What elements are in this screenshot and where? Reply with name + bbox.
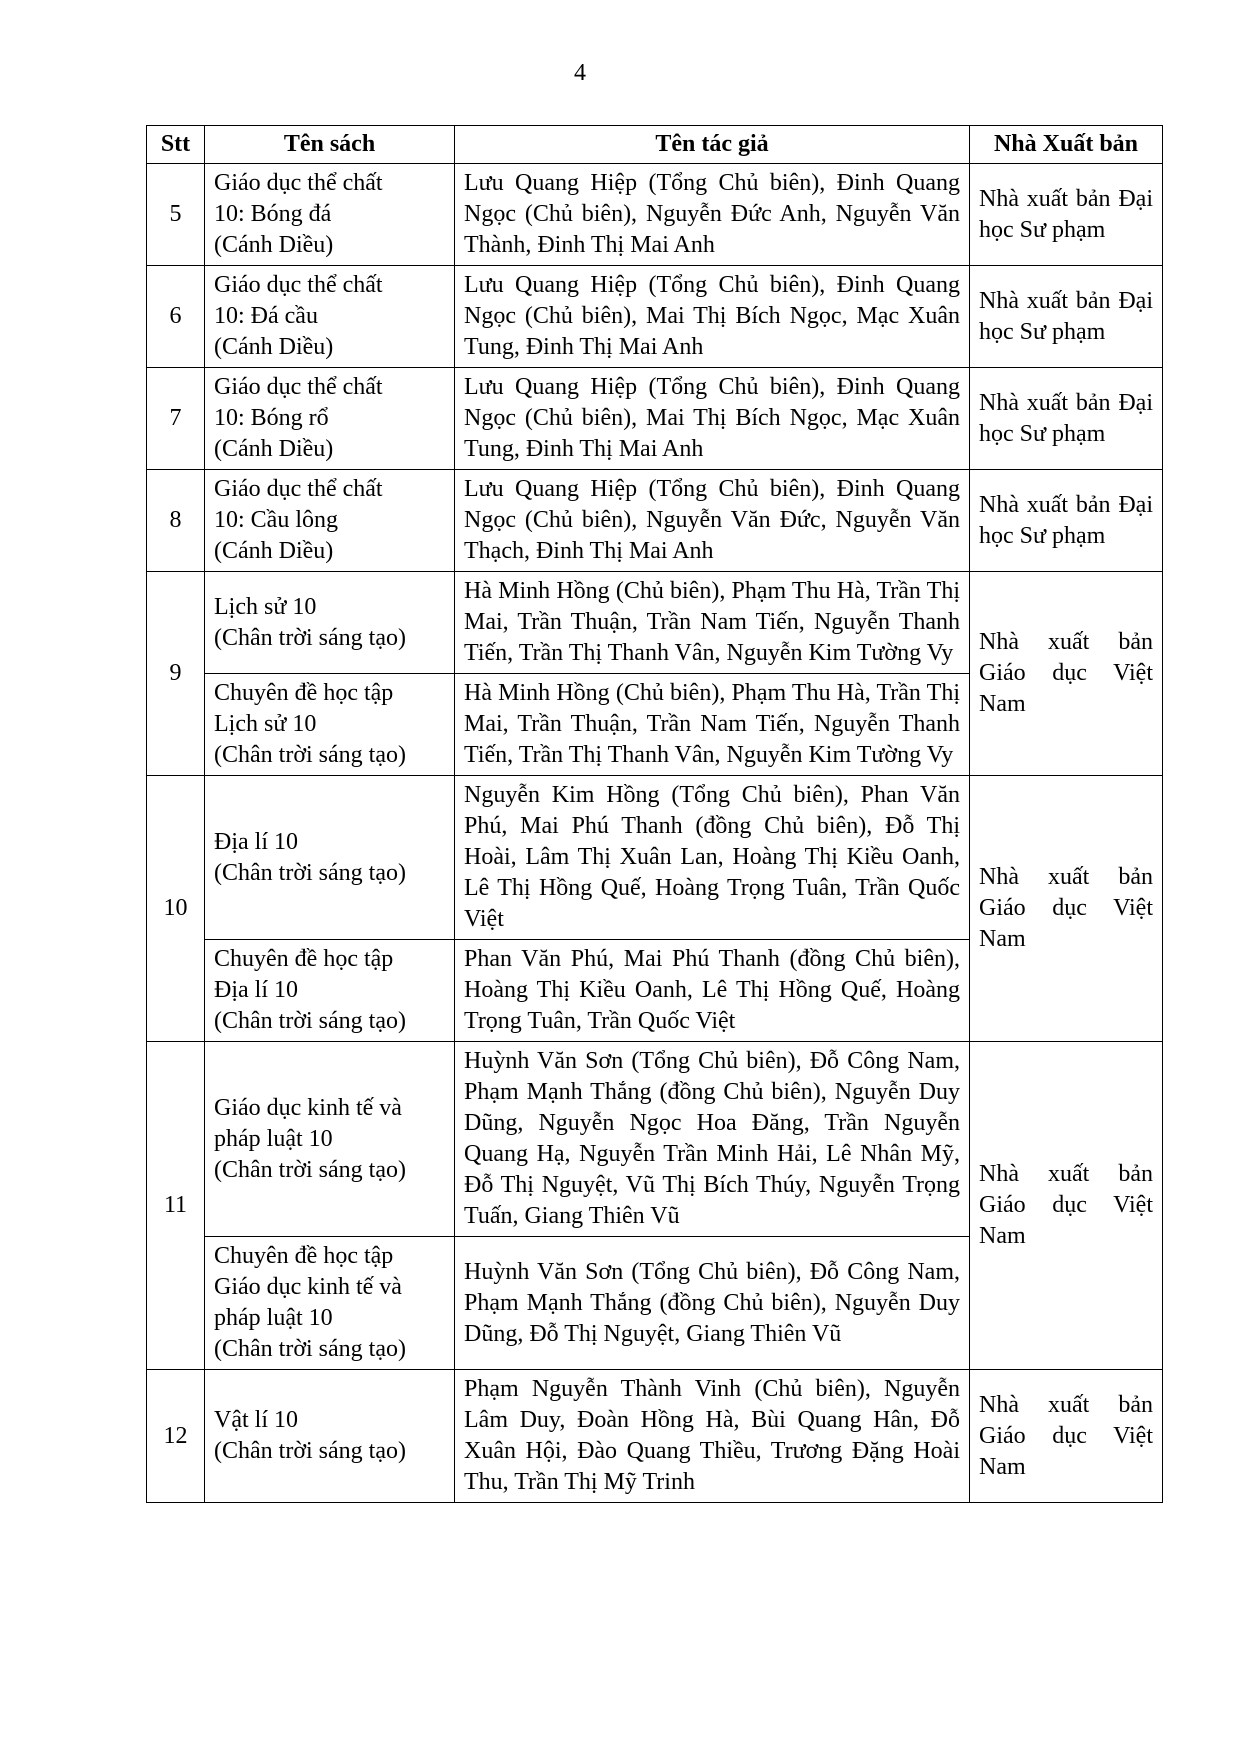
book-name-line: (Chân trời sáng tạo) [214, 1336, 406, 1362]
book-name [205, 1042, 455, 1237]
publisher: Nhà xuất bản Đại học Sư phạm [970, 164, 1163, 266]
row-number: 6 [147, 266, 205, 368]
row-number: 11 [147, 1042, 205, 1370]
row-number: 7 [147, 368, 205, 470]
row-number: 12 [147, 1370, 205, 1503]
book-name [205, 674, 455, 776]
table-row [147, 1370, 1163, 1503]
book-name-line: Giáo dục thể chất [214, 476, 383, 502]
book-name-line: Lịch sử 10 [214, 593, 317, 620]
book-name-line: Vật lí 10 [214, 1407, 298, 1433]
book-name [205, 368, 455, 470]
row-number: 8 [147, 470, 205, 572]
book-name-line: (Cánh Diều) [214, 334, 334, 360]
book-name-line: (Chân trời sáng tạo) [214, 742, 406, 768]
book-name [205, 1237, 455, 1370]
author-names: Lưu Quang Hiệp (Tổng Chủ biên), Đinh Quang Ngọc (Chủ biên), Nguyễn Đức Anh, Nguyễn Văn Thành, Đinh Thị Mai Anh [455, 164, 970, 266]
table-row [147, 266, 1163, 368]
book-name-line: pháp luật 10 [214, 1305, 333, 1331]
publisher: Nhà xuất bản Giáo dục Việt Nam [970, 1370, 1163, 1503]
table-body [147, 164, 1163, 1503]
author-names: Hà Minh Hồng (Chủ biên), Phạm Thu Hà, Trần Thị Mai, Trần Thuận, Trần Nam Tiến, Nguyễn Thanh Tiến, Trần Thị Thanh Vân, Nguyễn Kim Tường Vy [455, 674, 970, 776]
table-row [147, 776, 1163, 940]
author-names: Lưu Quang Hiệp (Tổng Chủ biên), Đinh Quang Ngọc (Chủ biên), Mai Thị Bích Ngọc, Mạc Xuân Tung, Đinh Thị Mai Anh [455, 368, 970, 470]
book-name-line: Chuyên đề học tập [214, 1243, 394, 1269]
page-number: 4 [574, 60, 586, 86]
header-stt: Stt [147, 126, 205, 164]
book-name-line: (Cánh Diều) [214, 232, 334, 258]
book-name-line: Chuyên đề học tập [214, 946, 394, 972]
author-names: Nguyễn Kim Hồng (Tổng Chủ biên), Phan Văn Phú, Mai Phú Thanh (đồng Chủ biên), Đỗ Thị Hoài, Lâm Thị Xuân Lan, Hoàng Thị Kiều Oanh, Lê Thị Hồng Quế, Hoàng Trọng Tuân, Trần Quốc Việt [455, 776, 970, 940]
publisher: Nhà xuất bản Giáo dục Việt Nam [970, 572, 1163, 776]
header-publisher: Nhà Xuất bản [970, 126, 1163, 164]
book-name [205, 776, 455, 940]
publisher: Nhà xuất bản Đại học Sư phạm [970, 368, 1163, 470]
header-author: Tên tác giả [455, 126, 970, 164]
author-names: Phạm Nguyễn Thành Vinh (Chủ biên), Nguyễn Lâm Duy, Đoàn Hồng Hà, Bùi Quang Hân, Đỗ Xuân Hội, Đào Quang Thiều, Trương Đặng Hoài Thu, Trần Thị Mỹ Trinh [455, 1370, 970, 1503]
book-name-line: Địa lí 10 [214, 828, 298, 855]
author-names: Huỳnh Văn Sơn (Tổng Chủ biên), Đỗ Công Nam, Phạm Mạnh Thắng (đồng Chủ biên), Nguyễn Duy Dũng, Đỗ Thị Nguyệt, Giang Thiên Vũ [455, 1237, 970, 1370]
row-number: 5 [147, 164, 205, 266]
book-name-line: (Cánh Diều) [214, 538, 334, 564]
publisher: Nhà xuất bản Giáo dục Việt Nam [970, 776, 1163, 1042]
author-names: Huỳnh Văn Sơn (Tổng Chủ biên), Đỗ Công Nam, Phạm Mạnh Thắng (đồng Chủ biên), Nguyễn Duy Dũng, Nguyễn Ngọc Hoa Đăng, Trần Nguyễn Quang Hạ, Nguyễn Trần Minh Hải, Lê Nhân Mỹ, Đỗ Thị Nguyệt, Vũ Thị Bích Thúy, Nguyễn Trọng Tuấn, Giang Thiên Vũ [455, 1042, 970, 1237]
book-name-line: (Chân trời sáng tạo) [214, 1008, 406, 1034]
book-name-line: Giáo dục kinh tế và [214, 1274, 402, 1300]
book-name-line: (Chân trời sáng tạo) [214, 624, 406, 651]
author-names: Phan Văn Phú, Mai Phú Thanh (đồng Chủ biên), Hoàng Thị Kiều Oanh, Lê Thị Hồng Quế, Hoàng Trọng Tuân, Trần Quốc Việt [455, 940, 970, 1042]
author-names: Hà Minh Hồng (Chủ biên), Phạm Thu Hà, Trần Thị Mai, Trần Thuận, Trần Nam Tiến, Nguyễn Thanh Tiến, Trần Thị Thanh Vân, Nguyễn Kim Tường Vy [455, 572, 970, 674]
book-name [205, 470, 455, 572]
table-row [147, 164, 1163, 266]
row-number: 9 [147, 572, 205, 776]
book-name-line: (Chân trời sáng tạo) [214, 1156, 406, 1183]
book-name-line: (Chân trời sáng tạo) [214, 1438, 406, 1464]
book-name-line: Giáo dục thể chất [214, 374, 383, 400]
table-header-row [147, 126, 1163, 164]
book-name [205, 266, 455, 368]
book-name-line: Địa lí 10 [214, 977, 298, 1003]
book-name-line: Giáo dục kinh tế và [214, 1094, 402, 1121]
author-names: Lưu Quang Hiệp (Tổng Chủ biên), Đinh Quang Ngọc (Chủ biên), Nguyễn Văn Đức, Nguyễn Văn Thạch, Đinh Thị Mai Anh [455, 470, 970, 572]
book-name [205, 164, 455, 266]
book-name-line: (Chân trời sáng tạo) [214, 859, 406, 886]
book-name-line: Lịch sử 10 [214, 711, 317, 737]
table-row [147, 470, 1163, 572]
book-name-line: pháp luật 10 [214, 1125, 333, 1152]
table-row [147, 572, 1163, 674]
publisher: Nhà xuất bản Đại học Sư phạm [970, 266, 1163, 368]
book-name [205, 572, 455, 674]
book-name-line: Chuyên đề học tập [214, 680, 394, 706]
book-name-line: 10: Cầu lông [214, 507, 338, 533]
book-name [205, 1370, 455, 1503]
book-name-line: 10: Đá cầu [214, 303, 318, 329]
author-names: Lưu Quang Hiệp (Tổng Chủ biên), Đinh Quang Ngọc (Chủ biên), Mai Thị Bích Ngọc, Mạc Xuân Tung, Đinh Thị Mai Anh [455, 266, 970, 368]
book-name [205, 940, 455, 1042]
publisher: Nhà xuất bản Giáo dục Việt Nam [970, 1042, 1163, 1370]
table-row [147, 1042, 1163, 1237]
row-number: 10 [147, 776, 205, 1042]
book-name-line: 10: Bóng đá [214, 201, 332, 227]
table-row [147, 368, 1163, 470]
book-name-line: Giáo dục thể chất [214, 272, 383, 298]
book-name-line: Giáo dục thể chất [214, 170, 383, 196]
publisher: Nhà xuất bản Đại học Sư phạm [970, 470, 1163, 572]
header-book-name: Tên sách [205, 126, 455, 164]
book-table [146, 125, 1163, 1503]
book-name-line: 10: Bóng rổ [214, 405, 329, 431]
book-name-line: (Cánh Diều) [214, 436, 334, 462]
